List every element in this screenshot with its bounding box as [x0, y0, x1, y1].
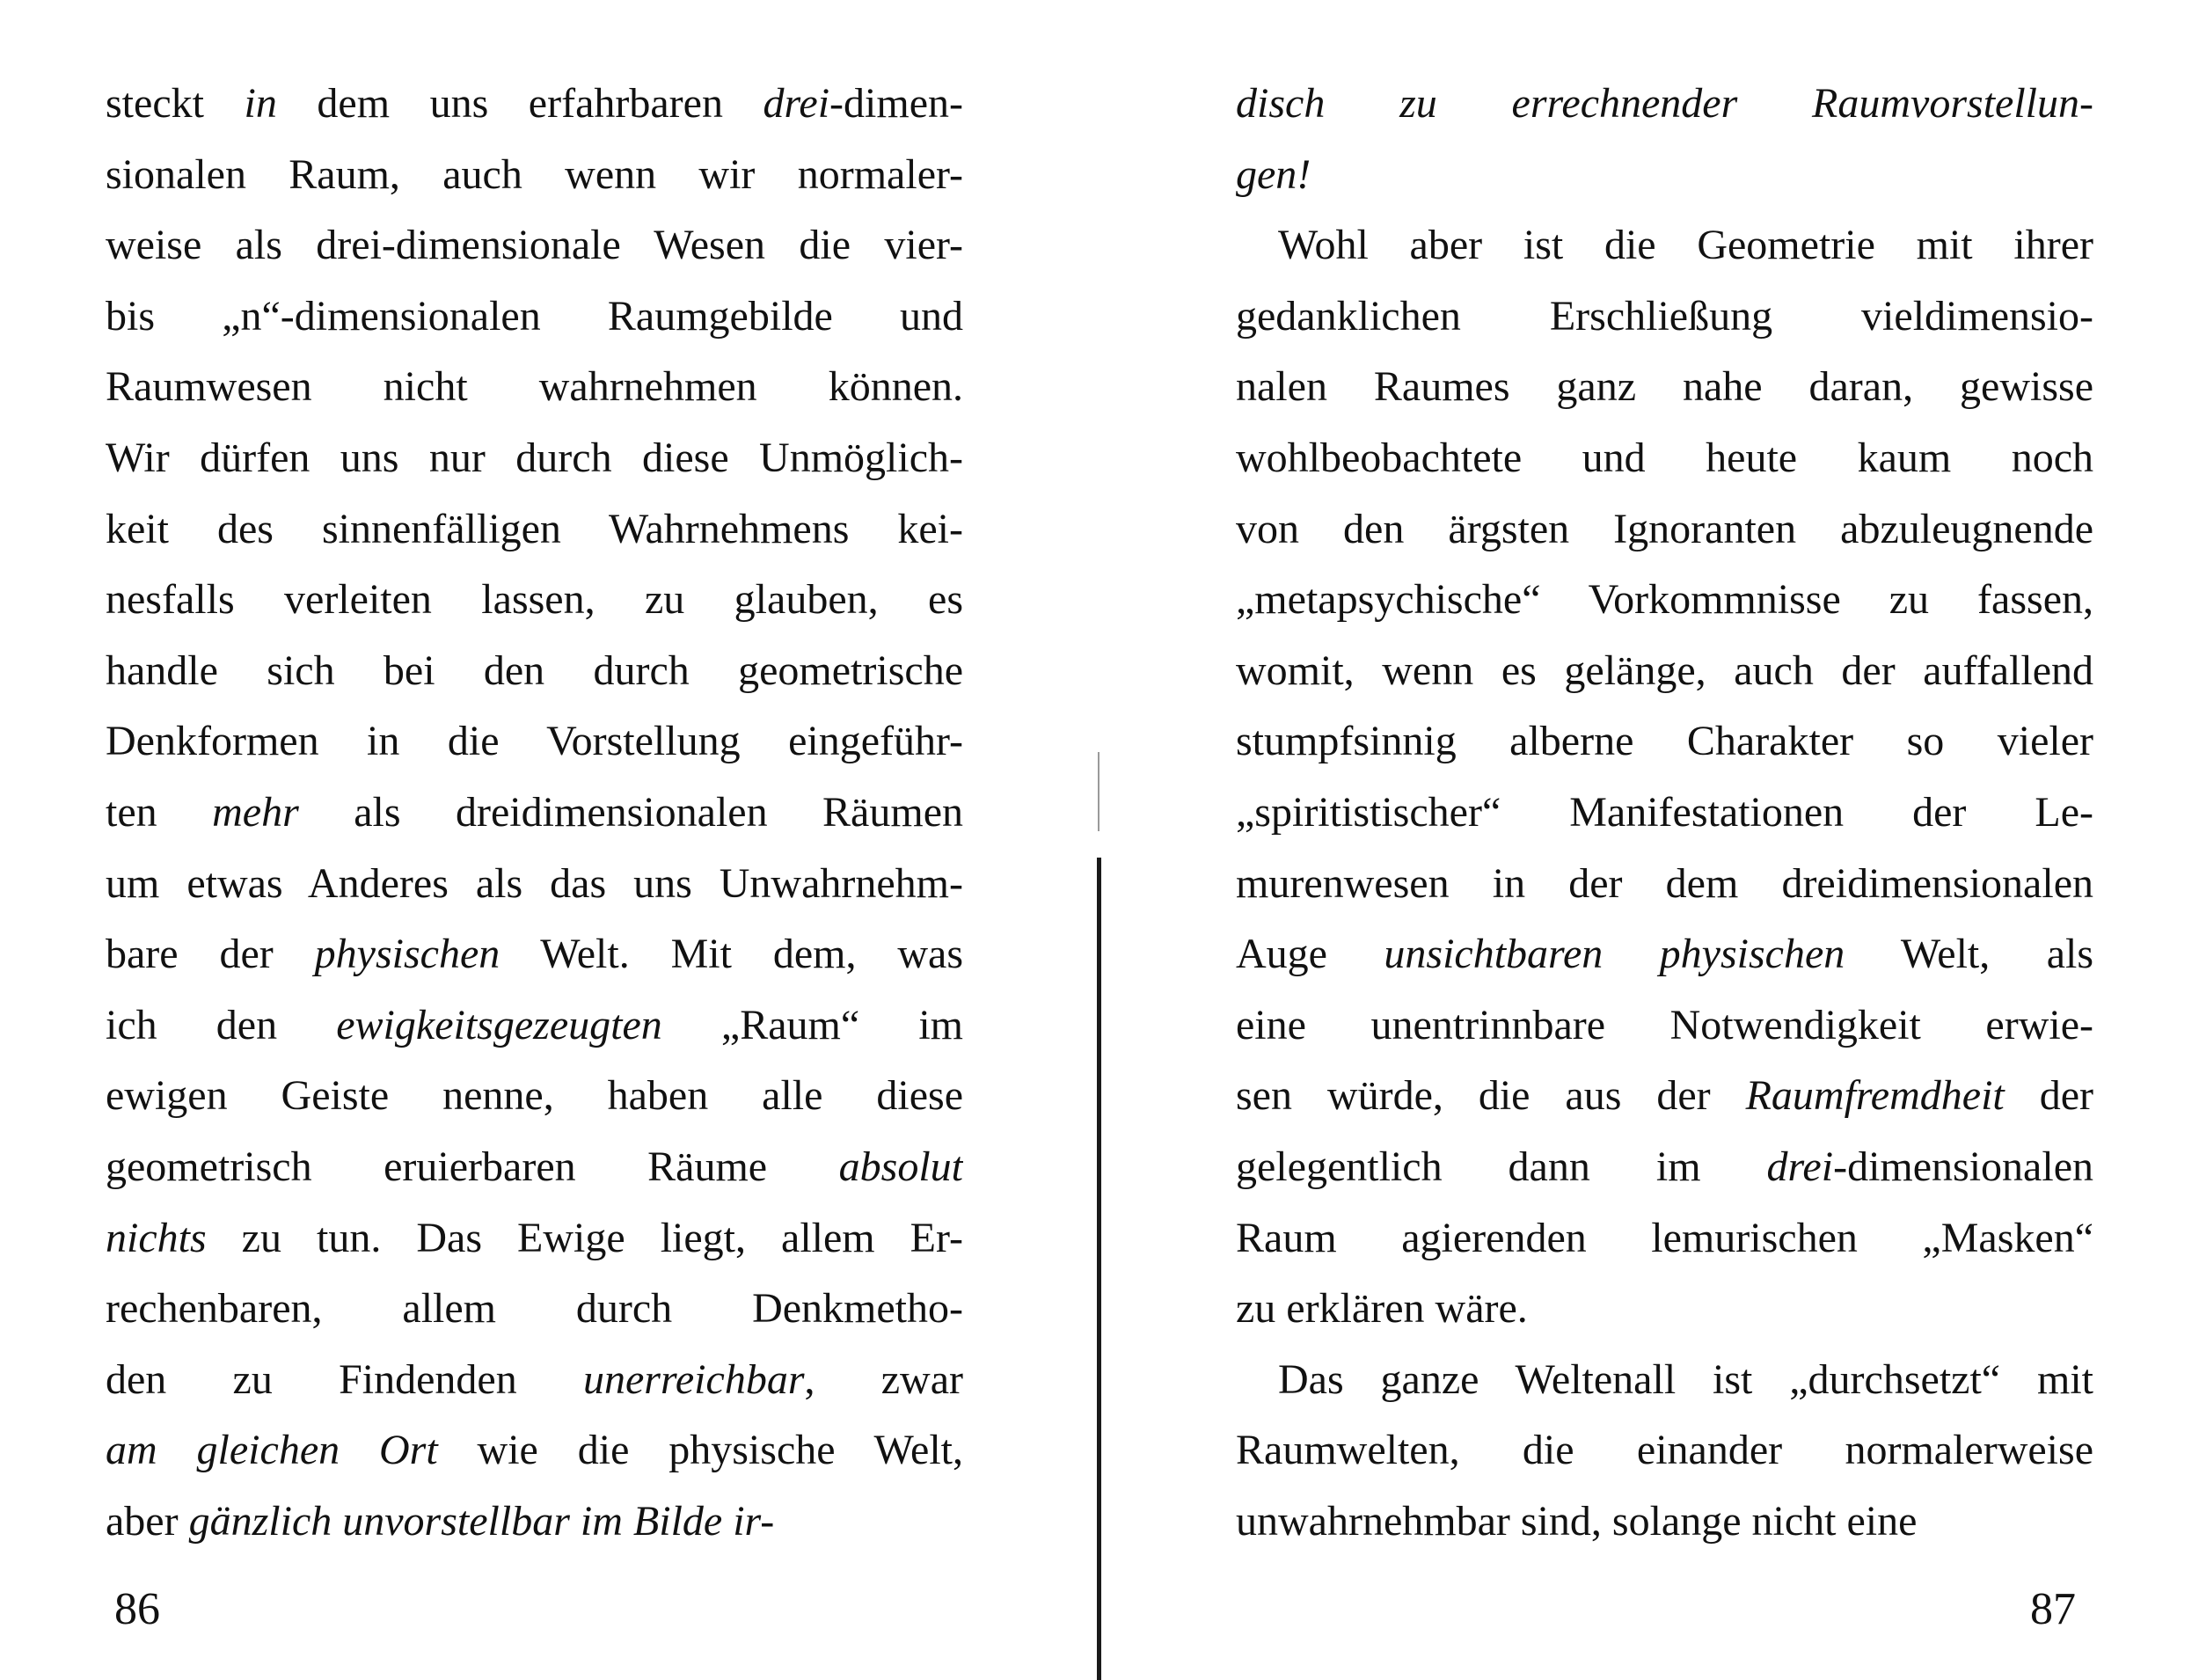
text-run: um etwas Anderes als das uns Unwahrnehm-: [106, 859, 963, 907]
text-run: Wohl aber ist die Geometrie mit ihrer: [1278, 222, 2093, 269]
text-line: [1236, 281, 2093, 353]
text-line: [106, 990, 963, 1062]
italic-text: in: [244, 80, 277, 127]
text-run: womit, wenn es gelänge, auch der auffallend: [1236, 646, 2093, 694]
text-run: rechenbaren, allem durch Denkmetho-: [106, 1285, 963, 1333]
text-run: ewigen Geiste nenne, haben alle diese: [106, 1072, 963, 1120]
italic-text: drei: [763, 80, 830, 127]
text-line: [1236, 352, 2093, 423]
text-line: [1236, 1203, 2093, 1275]
text-line: [106, 919, 963, 990]
text-run: stumpfsinnig alberne Charakter so vieler: [1236, 718, 2093, 765]
text-run: geometrisch eruierbaren Räume: [106, 1143, 839, 1190]
text-line: [106, 1486, 963, 1558]
text-run: dem uns erfahrbaren: [276, 80, 763, 127]
text-run: Welt, als: [1845, 931, 2093, 978]
text-run: keit des sinnenfälligen Wahrnehmens kei-: [106, 505, 963, 552]
text-run: weise als drei-dimensionale Wesen die vier-: [106, 222, 963, 269]
text-run: sen würde, die aus der: [1236, 1072, 1746, 1120]
text-run: zu tun. Das Ewige liegt, allem Er-: [206, 1214, 963, 1261]
text-run: aber: [106, 1497, 189, 1545]
italic-text: unsichtbaren physischen: [1384, 931, 1845, 978]
text-run: -dimen-: [829, 80, 963, 127]
text-run: nalen Raumes ganz nahe daran, gewisse: [1236, 363, 2093, 411]
text-run: „spiritistischer“ Manifestationen der Le-: [1236, 788, 2093, 836]
text-run: eine unentrinnbare Notwendigkeit erwie-: [1236, 1001, 2093, 1048]
text-line: [106, 1061, 963, 1132]
text-line: [1236, 1345, 2093, 1416]
text-line: [106, 423, 963, 494]
text-line: [1236, 140, 2093, 211]
text-run: zu erklären wäre.: [1236, 1285, 1528, 1333]
text-line: [106, 281, 963, 353]
text-line: [106, 140, 963, 211]
italic-text: mehr: [212, 788, 299, 836]
italic-text: am gleichen Ort: [106, 1427, 438, 1474]
text-run: gedanklichen Erschließung vieldimensio-: [1236, 292, 2093, 340]
text-run: Raumwelten, die einander normalerweise: [1236, 1427, 2093, 1474]
text-line: [106, 1274, 963, 1345]
text-line: [106, 210, 963, 281]
text-run: als dreidimensionalen Räumen: [298, 788, 963, 836]
text-line: [1236, 423, 2093, 494]
text-line: [1236, 1061, 2093, 1132]
book-gutter: [1089, 0, 1115, 1680]
text-run: nesfalls verleiten lassen, zu glauben, es: [106, 576, 963, 624]
text-line: [1236, 1274, 2093, 1345]
gutter-binding-line: [1097, 858, 1101, 1680]
text-run: bare der: [106, 931, 315, 978]
text-line: [106, 706, 963, 778]
text-line: [106, 849, 963, 920]
text-line: [106, 352, 963, 423]
italic-text: ewigkeitsgezeugten: [336, 1001, 662, 1048]
text-run: den zu Findenden: [106, 1355, 583, 1403]
italic-text: drei: [1766, 1143, 1834, 1190]
text-run: , zwar: [804, 1355, 963, 1403]
text-line: [106, 1132, 963, 1203]
text-line: [1236, 990, 2093, 1062]
left-page: [0, 0, 1086, 1680]
right-page-text: [1236, 69, 2093, 1557]
text-run: Wir dürfen uns nur durch diese Unmöglich-: [106, 434, 963, 481]
text-line: [1236, 210, 2093, 281]
text-line: [106, 636, 963, 707]
italic-text: physischen: [314, 931, 500, 978]
text-line: [1236, 1486, 2093, 1558]
text-run: der: [2004, 1072, 2093, 1120]
text-line: [106, 1345, 963, 1416]
text-line: [106, 1203, 963, 1275]
text-run: „metapsychische“ Vorkommnisse zu fassen,: [1236, 576, 2093, 624]
text-run: ich den: [106, 1001, 337, 1048]
text-run: Das ganze Weltenall ist „durchsetzt“ mit: [1278, 1355, 2093, 1403]
text-line: [1236, 565, 2093, 636]
text-line: [1236, 69, 2093, 140]
text-line: [106, 565, 963, 636]
text-run: sionalen Raum, auch wenn wir normaler-: [106, 150, 963, 198]
italic-text: absolut: [838, 1143, 963, 1190]
text-line: [1236, 494, 2093, 566]
text-run: unwahrnehmbar sind, solange nicht eine: [1236, 1497, 1918, 1545]
text-run: -dimensionalen: [1833, 1143, 2093, 1190]
text-line: [1236, 1132, 2093, 1203]
text-run: murenwesen in der dem dreidimensionalen: [1236, 859, 2093, 907]
text-line: [106, 69, 963, 140]
text-run: bis „n“-dimensionalen Raumgebilde und: [106, 292, 963, 340]
italic-text: nichts: [106, 1214, 207, 1261]
gutter-shadow-faint: [1098, 752, 1100, 831]
italic-text: gänzlich unvorstellbar im Bilde ir-: [188, 1497, 775, 1545]
text-run: steckt: [106, 80, 245, 127]
text-line: [106, 778, 963, 849]
text-run: „Raum“ im: [661, 1001, 963, 1048]
text-line: [106, 1415, 963, 1486]
text-run: Auge: [1236, 931, 1384, 978]
right-page-number: 87: [2030, 1584, 2076, 1634]
italic-text: disch zu errechnender Raumvorstellun-: [1236, 80, 2093, 127]
text-run: Denkformen in die Vorstellung eingeführ-: [106, 718, 963, 765]
text-run: Raumwesen nicht wahrnehmen können.: [106, 363, 963, 411]
text-line: [1236, 636, 2093, 707]
right-page: [1113, 0, 2199, 1680]
text-line: [106, 494, 963, 566]
left-page-text: [106, 69, 963, 1557]
text-run: von den ärgsten Ignoranten abzuleugnende: [1236, 505, 2093, 552]
text-line: [1236, 849, 2093, 920]
text-run: wohlbeobachtete und heute kaum noch: [1236, 434, 2093, 481]
text-run: Welt. Mit dem, was: [500, 931, 963, 978]
italic-text: unerreichbar: [582, 1355, 805, 1403]
text-run: wie die physische Welt,: [437, 1427, 963, 1474]
text-run: Raum agierenden lemurischen „Masken“: [1236, 1214, 2093, 1261]
text-line: [1236, 778, 2093, 849]
italic-text: Raumfremdheit: [1745, 1072, 2005, 1120]
text-run: gelegentlich dann im: [1236, 1143, 1767, 1190]
text-run: ten: [106, 788, 213, 836]
text-line: [1236, 706, 2093, 778]
italic-text: gen!: [1236, 150, 1311, 198]
text-line: [1236, 919, 2093, 990]
left-page-number: 86: [114, 1584, 160, 1634]
text-run: handle sich bei den durch geometrische: [106, 646, 963, 694]
text-line: [1236, 1415, 2093, 1486]
